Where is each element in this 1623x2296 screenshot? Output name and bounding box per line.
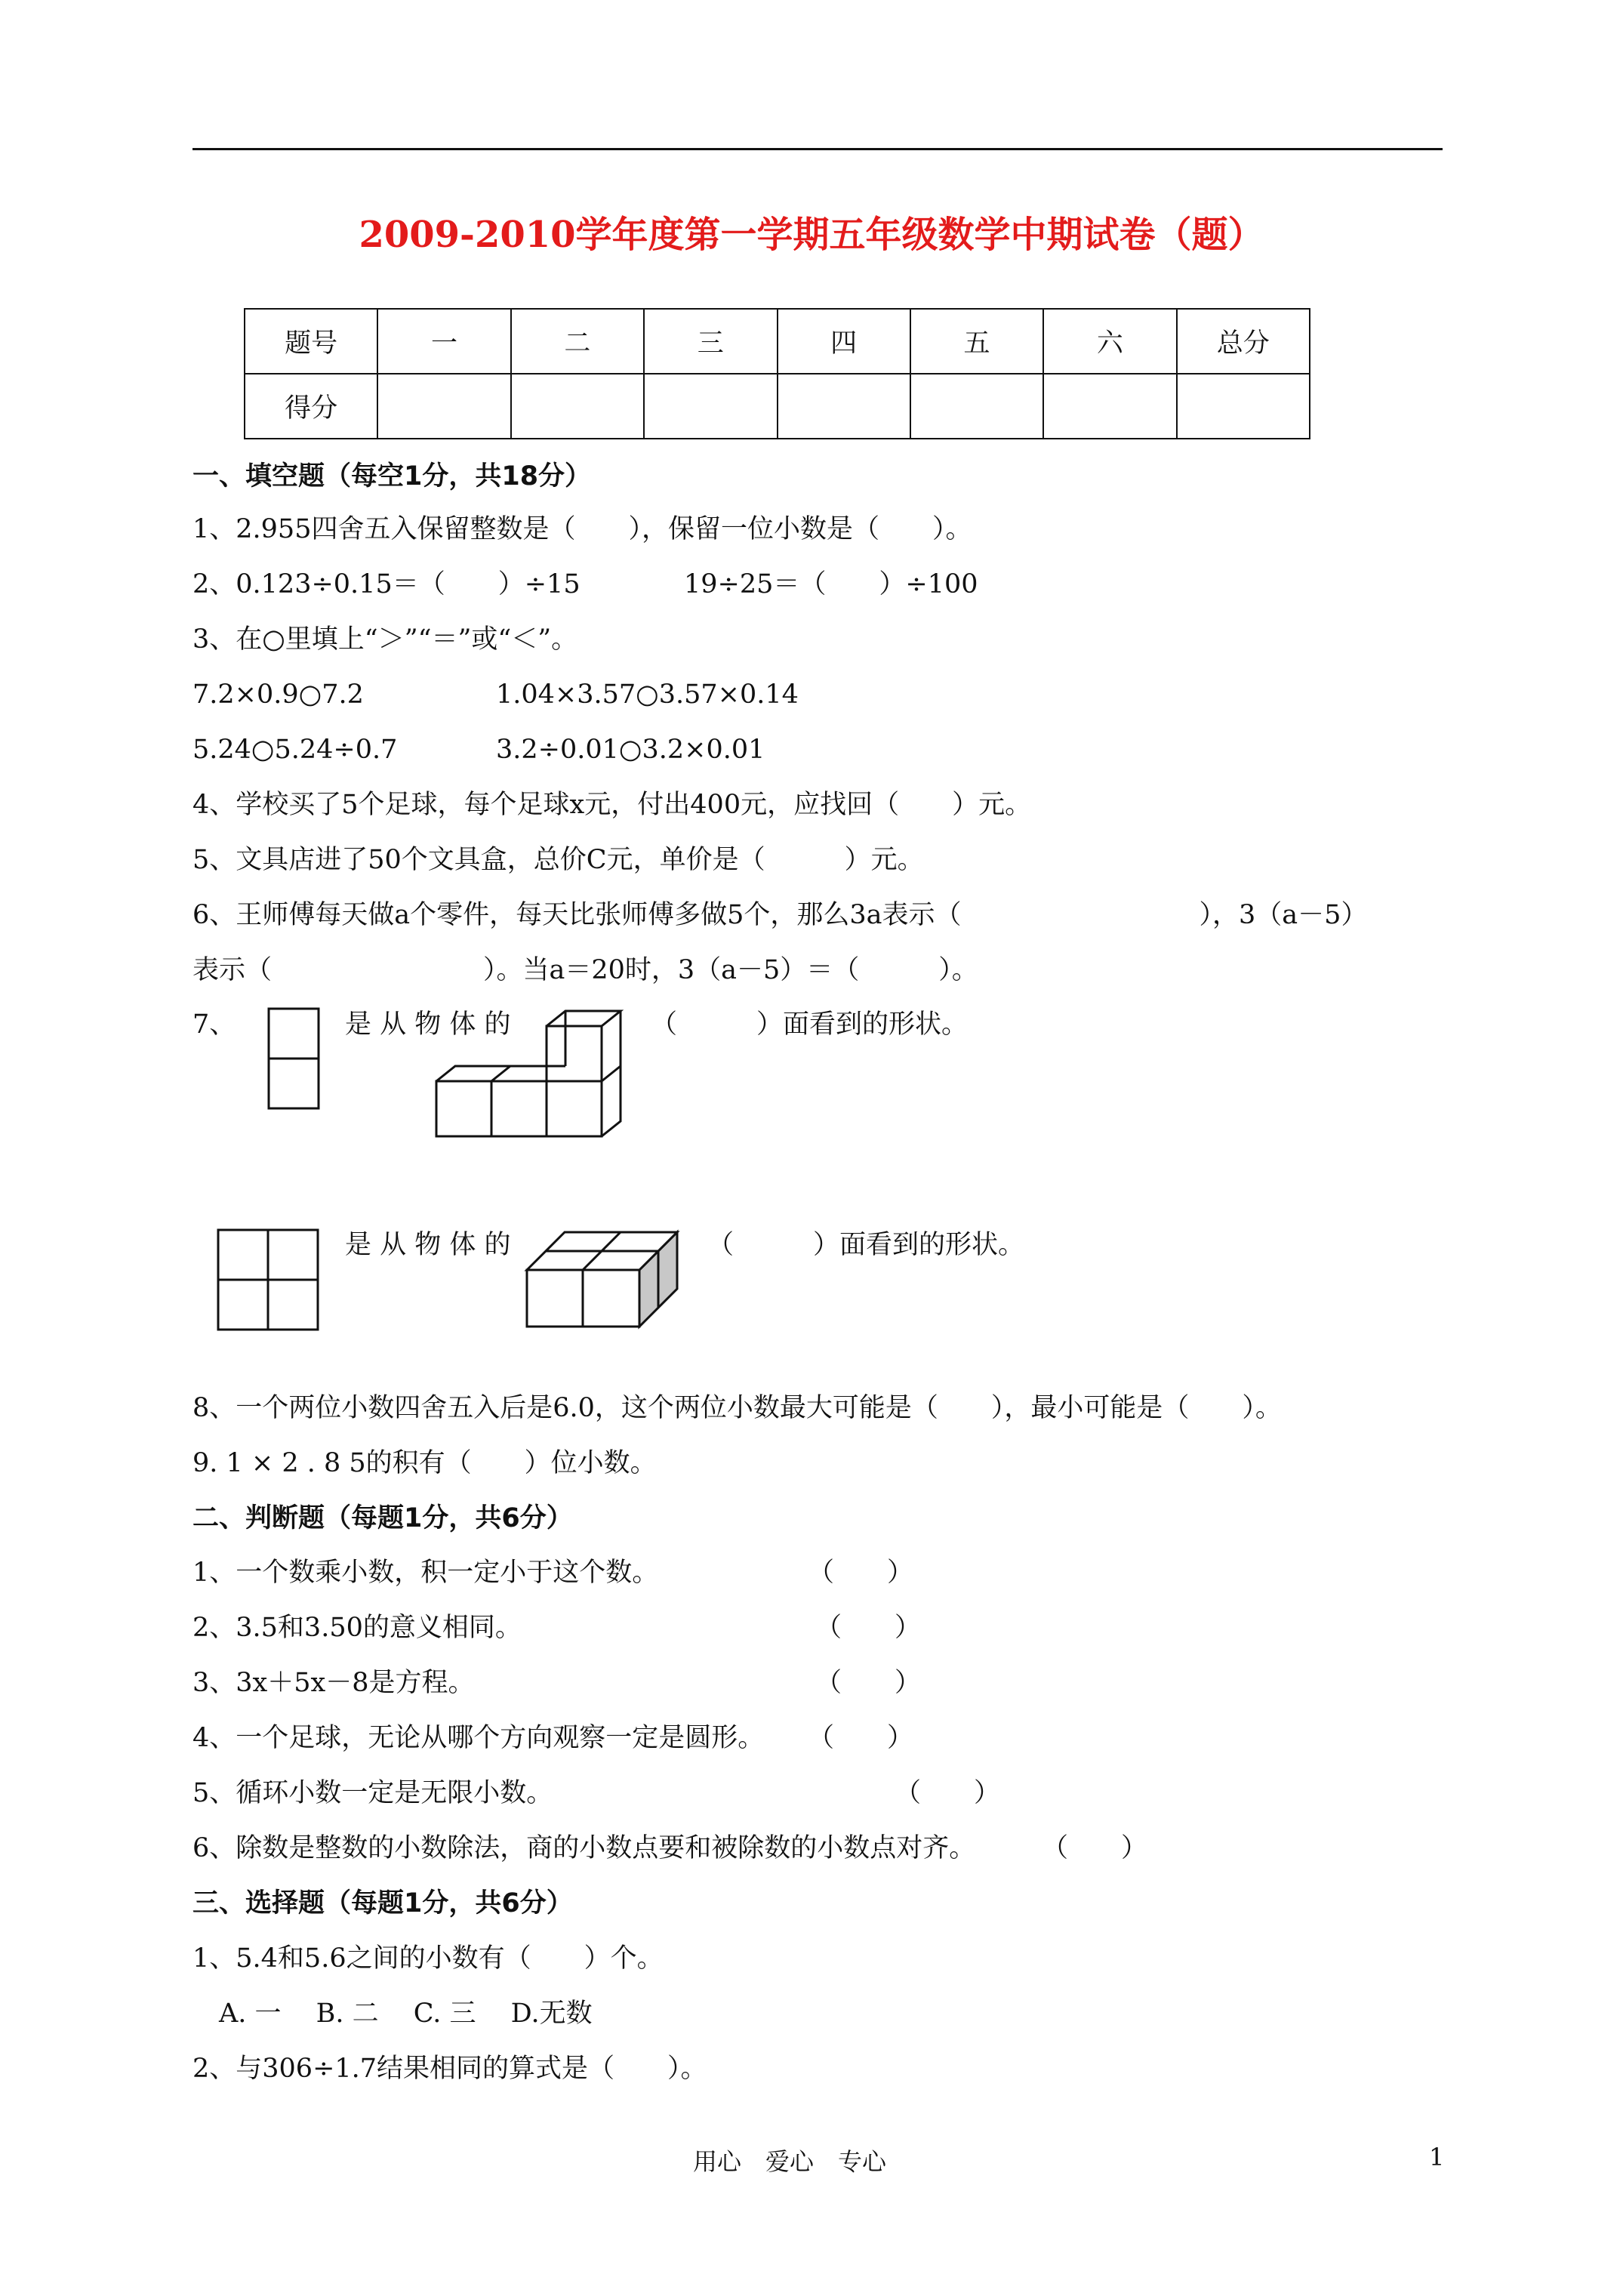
question-text: 7.2×0.9○7.2	[192, 680, 364, 710]
section-heading: 三、选择题（每题1分，共6分）	[192, 1888, 573, 1918]
score-cell[interactable]	[511, 374, 644, 439]
table-cell: 二	[511, 309, 644, 374]
cube-stack-figure	[434, 1004, 630, 1140]
question-text: 2、与306÷1.7结果相同的算式是（ ）。	[192, 2054, 707, 2084]
judge-item: 5、循环小数一定是无限小数。	[192, 1778, 553, 1808]
view-shape-grid	[217, 1228, 322, 1334]
answer-paren[interactable]: （ ）	[1042, 1833, 1148, 1863]
judge-item: 3、3x＋5x－8是方程。	[192, 1668, 475, 1698]
table-cell: 得分	[245, 374, 377, 439]
page-footer: 用心 爱心 专心	[693, 2147, 887, 2176]
view-shape-vertical	[267, 1007, 322, 1113]
judge-item: 1、一个数乘小数，积一定小于这个数。	[192, 1558, 659, 1588]
question-text: 8、一个两位小数四舍五入后是6.0，这个两位小数最大可能是（ ），最小可能是（ ）。	[192, 1393, 1282, 1423]
answer-paren[interactable]: （ ）	[815, 1613, 922, 1643]
answer-options: A. 一 B. 二 C. 三 D.无数	[219, 1999, 593, 2029]
table-cell: 四	[778, 309, 910, 374]
score-table	[244, 308, 1310, 439]
table-cell: 题号	[245, 309, 377, 374]
question-text: 是 从 物 体 的	[345, 1009, 511, 1040]
table-cell: 一	[377, 309, 510, 374]
score-cell[interactable]	[778, 374, 910, 439]
question-text: （ ）面看到的形状。	[707, 1230, 1025, 1260]
answer-paren[interactable]: （ ）	[808, 1558, 914, 1588]
question-text: 5、文具店进了50个文具盒，总价C元，单价是（ ）元。	[192, 845, 924, 875]
score-cell[interactable]	[1177, 374, 1310, 439]
question-text: 1、5.4和5.6之间的小数有（ ）个。	[192, 1943, 664, 1974]
question-text: 5.24○5.24÷0.7	[192, 735, 398, 765]
table-cell: 六	[1043, 309, 1176, 374]
question-text: 表示（ ）。当a＝20时，3（a－5）＝（ ）。	[192, 955, 978, 985]
question-text: 6、王师傅每天做a个零件，每天比张师傅多做5个，那么3a表示（ ），3（a－5）	[192, 900, 1368, 930]
judge-item: 4、一个足球，无论从哪个方向观察一定是圆形。	[192, 1723, 765, 1753]
table-row	[245, 309, 1310, 374]
question-text: （ ）面看到的形状。	[651, 1009, 969, 1040]
question-text: 1.04×3.57○3.57×0.14	[496, 680, 799, 710]
question-text: 3、在○里填上“＞”“＝”或“＜”。	[192, 624, 578, 655]
judge-item: 6、除数是整数的小数除法，商的小数点要和被除数的小数点对齐。	[192, 1833, 976, 1863]
answer-paren[interactable]: （ ）	[808, 1723, 914, 1753]
score-cell[interactable]	[377, 374, 510, 439]
score-cell[interactable]	[910, 374, 1043, 439]
table-cell: 三	[644, 309, 777, 374]
section-heading: 二、判断题（每题1分，共6分）	[192, 1503, 573, 1533]
table-row	[245, 374, 1310, 439]
question-text: 19÷25＝（ ）÷100	[684, 569, 978, 599]
answer-paren[interactable]: （ ）	[895, 1778, 1001, 1808]
table-cell: 总分	[1177, 309, 1310, 374]
question-text: 9. 1 × 2 . 8 5的积有（ ）位小数。	[192, 1448, 657, 1478]
score-cell[interactable]	[1043, 374, 1176, 439]
judge-item: 2、3.5和3.50的意义相同。	[192, 1613, 522, 1643]
table-cell: 五	[910, 309, 1043, 374]
answer-paren[interactable]: （ ）	[815, 1668, 922, 1698]
question-number: 7、	[192, 1009, 236, 1040]
page-title: 2009-2010学年度第一学期五年级数学中期试卷（题）	[359, 214, 1264, 256]
section-heading: 一、填空题（每空1分，共18分）	[192, 461, 592, 492]
page-number: 1	[1429, 2143, 1445, 2171]
cube-block-figure	[525, 1227, 691, 1333]
question-text: 4、学校买了5个足球，每个足球x元，付出400元，应找回（ ）元。	[192, 790, 1032, 820]
question-text: 2、0.123÷0.15＝（ ）÷15	[192, 569, 581, 599]
header-rule	[192, 148, 1443, 150]
question-text: 是 从 物 体 的	[345, 1230, 511, 1260]
score-cell[interactable]	[644, 374, 777, 439]
question-text: 3.2÷0.01○3.2×0.01	[496, 735, 765, 765]
question-text: 1、2.955四舍五入保留整数是（ ），保留一位小数是（ ）。	[192, 514, 972, 544]
